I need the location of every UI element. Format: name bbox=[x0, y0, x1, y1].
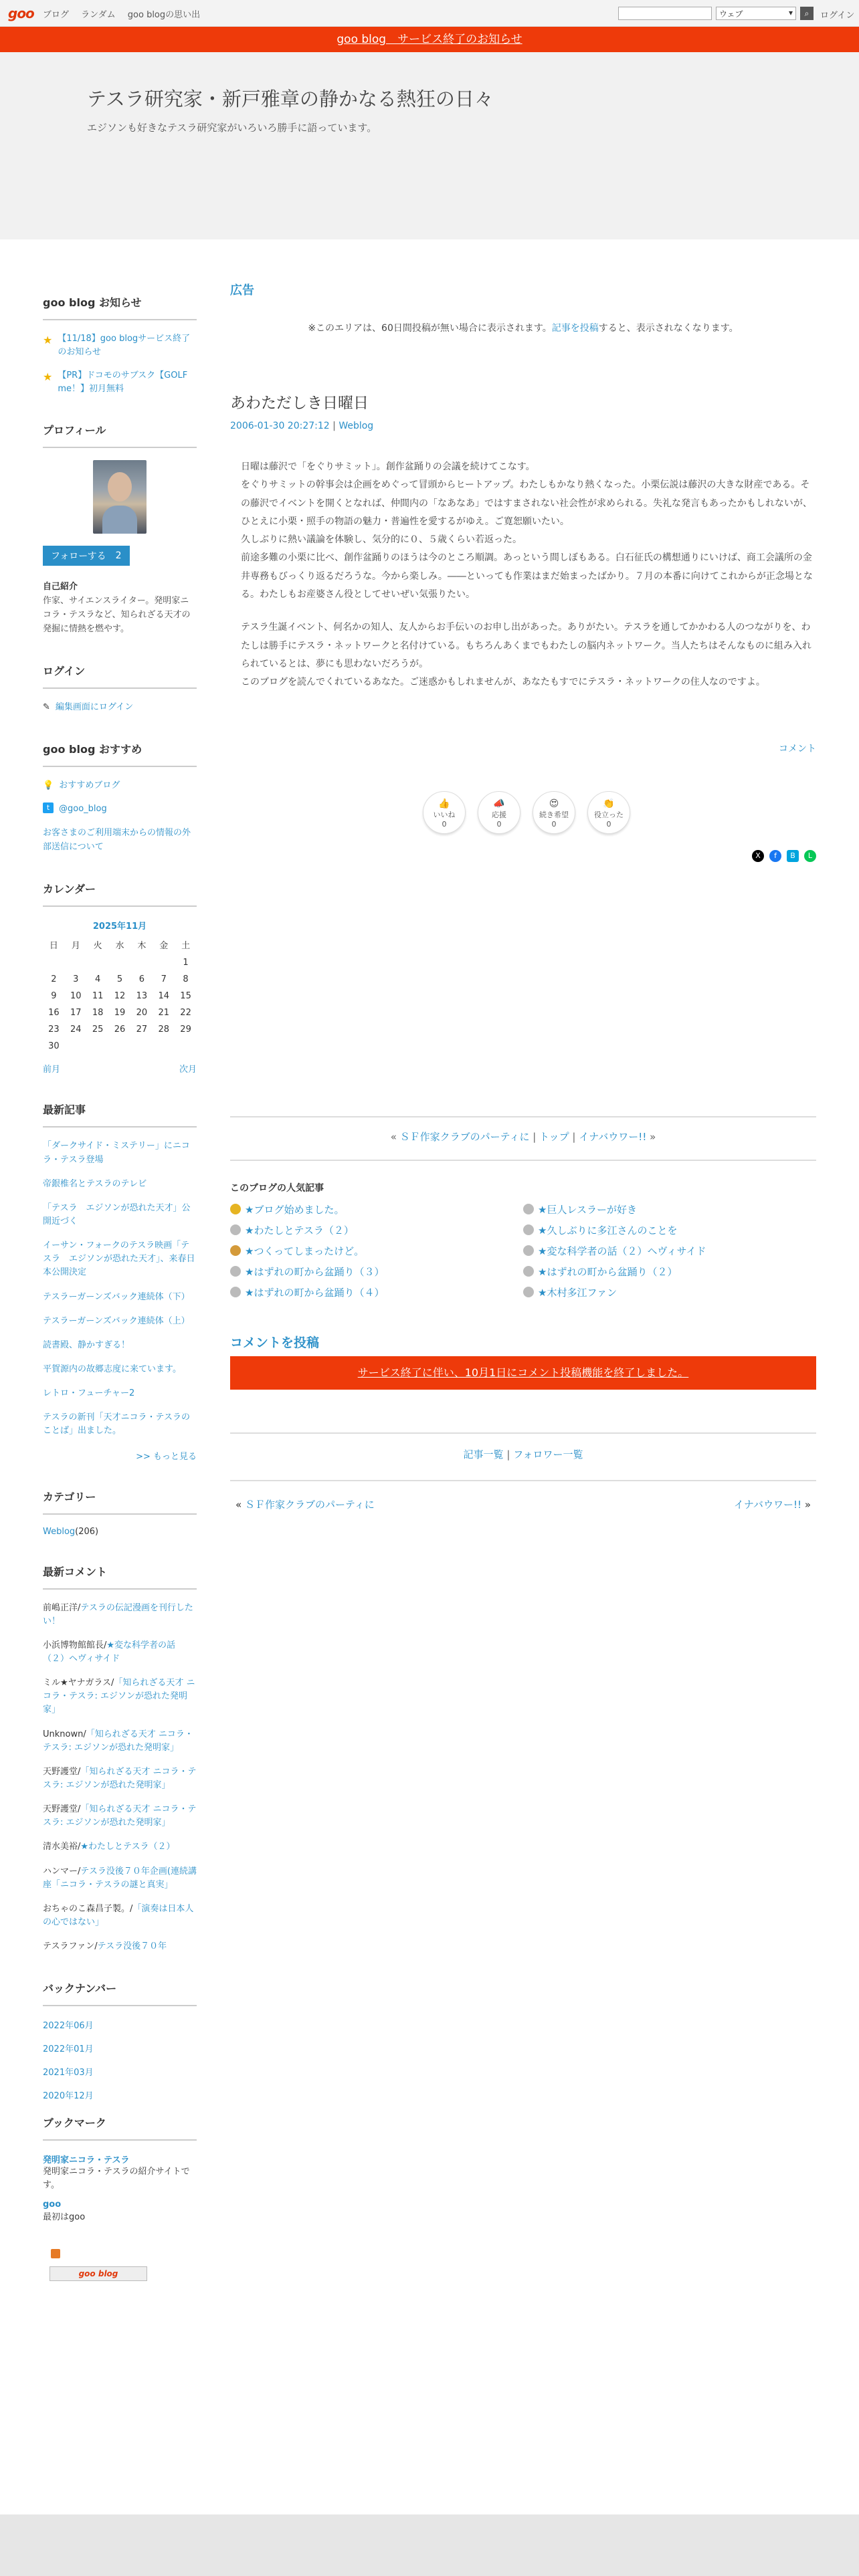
popular-item bbox=[230, 1202, 523, 1216]
bookmark-link[interactable]: goo bbox=[43, 2199, 62, 2210]
notice-link[interactable]: 【11/18】goo blogサービス終了のお知らせ bbox=[58, 334, 191, 357]
comment-article-link[interactable]: テスラ没後７０年企画(連続講座「ニコラ・テスラの謎と真実」 bbox=[43, 1866, 197, 1890]
search-button[interactable] bbox=[800, 7, 814, 20]
reaction-count: 0 bbox=[606, 819, 611, 829]
popular-item bbox=[523, 1265, 816, 1279]
x-share-icon[interactable]: X bbox=[752, 850, 764, 862]
search-icon: ⌕ bbox=[804, 9, 809, 18]
calendar-day: 22 bbox=[180, 1008, 191, 1018]
calendar-day: 6 bbox=[138, 974, 145, 985]
bottom-pager bbox=[230, 1481, 816, 1511]
blog-title[interactable]: テスラ研究家・新戸雅章の静かなる熱狂の日々 bbox=[87, 88, 494, 110]
blog-description: エジソンも好きなテスラ研究家がいろいろ勝手に語っています。 bbox=[87, 122, 377, 134]
comment-user: テスラファン/ bbox=[43, 1941, 98, 1952]
backnumber-list[interactable] bbox=[43, 2018, 197, 2102]
follow-button[interactable] bbox=[43, 546, 130, 566]
ad-heading: 広告 bbox=[230, 284, 254, 298]
calendar-day: 11 bbox=[92, 991, 104, 1002]
toplink-random[interactable]: ランダム bbox=[81, 10, 116, 20]
reaction-label: いいね bbox=[433, 810, 456, 819]
rank-dot-icon bbox=[523, 1245, 534, 1256]
rss-icon[interactable] bbox=[51, 2249, 60, 2258]
calendar-day bbox=[109, 1041, 131, 1051]
hatena-share-icon[interactable]: B bbox=[787, 850, 799, 862]
comment-article-link[interactable]: 「知られざる天才 ニコラ・テスラ: エジソンが恐れた発明家」 bbox=[43, 1766, 197, 1790]
calendar-weekday: 日 bbox=[49, 941, 58, 952]
bottom-prev-link[interactable]: ＳＦ作家クラブのパーティに bbox=[244, 1498, 375, 1511]
calendar-weekday: 土 bbox=[181, 941, 191, 952]
calendar-day bbox=[153, 1041, 175, 1051]
reaction-emoji-icon: 👏 bbox=[603, 798, 615, 809]
calendar-day: 27 bbox=[136, 1025, 148, 1035]
top-links bbox=[43, 7, 209, 20]
entry-comment-link[interactable]: コメント bbox=[779, 743, 816, 754]
service-notice-link[interactable]: goo blog サービス終了のお知らせ bbox=[337, 33, 522, 46]
calendar-day: 23 bbox=[48, 1025, 60, 1035]
calendar-day: 24 bbox=[70, 1025, 82, 1035]
comment-article-link[interactable]: テスラ没後７０年 bbox=[97, 1941, 167, 1952]
crown-icon bbox=[230, 1224, 241, 1235]
divider bbox=[230, 1160, 816, 1161]
bookmark-heading: ブックマーク bbox=[43, 2115, 197, 2141]
toplink-blog[interactable]: ブログ bbox=[43, 10, 70, 20]
calendar-weekday: 火 bbox=[93, 941, 102, 952]
calendar-nav bbox=[43, 1062, 197, 1075]
reaction-count: 0 bbox=[551, 819, 557, 829]
popular-article-link[interactable]: ★木村多江ファン bbox=[538, 1286, 617, 1299]
search-scope-select[interactable] bbox=[716, 7, 796, 20]
paragraph-gap bbox=[230, 604, 816, 619]
comment-article-link[interactable]: ★変な科学者の話（２）ヘヴィサイド bbox=[43, 1640, 176, 1665]
calendar-day bbox=[109, 958, 131, 968]
share-buttons bbox=[230, 850, 816, 862]
backnumber-section bbox=[43, 1980, 197, 2102]
comment-item bbox=[43, 1677, 197, 1717]
comment-article-link[interactable]: 「演奏は日本人の心ではない」 bbox=[43, 1903, 194, 1927]
recommend-link[interactable]: おすすめブログ bbox=[59, 780, 120, 790]
reaction-count: 0 bbox=[442, 819, 447, 829]
ad-note bbox=[230, 321, 816, 334]
rank-dot-icon bbox=[523, 1287, 534, 1297]
backnumber-link[interactable]: 2022年06月 bbox=[43, 2021, 94, 2032]
entry-date[interactable]: 2006-01-30 20:27:12 bbox=[230, 421, 330, 431]
popular-heading: このブログの人気記事 bbox=[230, 1182, 324, 1194]
comment-post-heading: コメントを投稿 bbox=[230, 1335, 320, 1350]
calendar-day: 25 bbox=[92, 1025, 104, 1035]
follow-count: 2 bbox=[115, 550, 122, 561]
calendar-day: 26 bbox=[114, 1025, 126, 1035]
entry-paragraph: 前途多難の小栗に比べ、創作盆踊りのほうは今のところ順調。あっという間しぼもある。白石征氏の構想通りにいけば、商工会議所の金井専務もびっくり返るだろうな。今から楽しみ。――といっても作業はまだ始まったばかり。７月の本番に向けてこれからが正念場となる。わたしもお産婆さん役としてせいぜい気張りたい。 bbox=[241, 552, 813, 601]
ad-note-text: ※このエリアは、60日間投稿が無い場合に表示されます。 bbox=[308, 323, 552, 334]
comment-item bbox=[43, 1602, 197, 1628]
footer bbox=[0, 2514, 859, 2576]
recent-heading: 最新記事 bbox=[43, 1101, 197, 1128]
notice-heading: goo blog お知らせ bbox=[43, 294, 197, 320]
entry-paragraph: 日曜は藤沢で「をぐりサミット」。創作盆踊りの会議を続けてこなす。 bbox=[241, 461, 535, 472]
comment-item bbox=[43, 1728, 197, 1755]
calendar-day: 7 bbox=[161, 974, 167, 985]
entry-list-links bbox=[230, 1434, 816, 1480]
recent-article-link[interactable]: テスラーガーンズバック連続体（下） bbox=[43, 1291, 190, 1302]
backnumber-link[interactable]: 2020年12月 bbox=[43, 2091, 94, 2102]
comment-user: ハンマー/ bbox=[43, 1866, 81, 1876]
chevron-down-icon: ▾ bbox=[788, 8, 793, 17]
popular-list bbox=[230, 1202, 816, 1299]
intro-heading: 自己紹介 bbox=[43, 582, 78, 592]
comment-item bbox=[43, 1840, 197, 1854]
backnumber-link[interactable]: 2021年03月 bbox=[43, 2068, 94, 2078]
comment-user: 前嶋正洋/ bbox=[43, 1602, 81, 1613]
comment-article-link[interactable]: 「知られざる天才 ニコラ・テスラ: エジソンが恐れた発明家」 bbox=[43, 1678, 195, 1715]
reaction-emoji-icon: 📣 bbox=[493, 798, 505, 809]
comment-item bbox=[43, 1903, 197, 1929]
external-transmission-link[interactable]: お客さまのご利用端末からの情報の外部送信について bbox=[43, 827, 191, 852]
profile-heading: プロフィール bbox=[43, 422, 197, 448]
category-count: (206) bbox=[75, 1526, 99, 1537]
bulb-icon: 💡 bbox=[43, 780, 54, 790]
comment-item bbox=[43, 1940, 197, 1953]
rank-dot-icon bbox=[230, 1287, 241, 1297]
category-item bbox=[43, 1527, 197, 1537]
comment-article-link[interactable]: ★わたしとテスラ（２） bbox=[80, 1842, 175, 1852]
popular-item bbox=[523, 1285, 816, 1299]
twitter-icon: t bbox=[43, 802, 54, 813]
goo-logo[interactable]: goo bbox=[8, 5, 34, 21]
entry-list-separator: | bbox=[506, 1448, 510, 1461]
comments-section bbox=[43, 1564, 197, 1954]
entry-list-link[interactable]: 記事一覧 bbox=[463, 1448, 504, 1461]
bookmark-link[interactable]: 発明家ニコラ・テスラ bbox=[43, 2155, 130, 2166]
top-bar bbox=[0, 0, 859, 27]
calendar-day bbox=[87, 1041, 109, 1051]
recent-list bbox=[43, 1140, 197, 1438]
comment-user: おちゃのこ森昌子製。/ bbox=[43, 1903, 133, 1914]
notice-link[interactable]: 【PR】ドコモのサブスク【GOLF me！】初月無料 bbox=[58, 370, 188, 394]
calendar-day: 3 bbox=[73, 974, 79, 985]
facebook-share-icon[interactable]: f bbox=[769, 850, 781, 862]
entry-meta bbox=[230, 421, 816, 431]
reaction-buttons bbox=[423, 791, 816, 834]
backnumber-link[interactable]: 2022年01月 bbox=[43, 2044, 94, 2055]
reaction-button[interactable] bbox=[533, 791, 575, 834]
profile-section bbox=[43, 422, 197, 636]
reaction-button[interactable] bbox=[423, 791, 466, 834]
calendar-day bbox=[130, 1041, 153, 1051]
goo-badge-text: goo blog bbox=[78, 2268, 118, 2278]
recent-article-link[interactable]: 帝銀椎名とテスラのテレビ bbox=[43, 1178, 147, 1189]
comment-list bbox=[43, 1602, 197, 1954]
calendar-day bbox=[175, 1041, 197, 1051]
calendar-heading: カレンダー bbox=[43, 881, 197, 907]
popular-article-link[interactable]: ★巨人レスラーが好き bbox=[538, 1203, 637, 1216]
popular-article-link[interactable]: ★はずれの町から盆踊り（２） bbox=[538, 1265, 678, 1278]
crown-icon bbox=[230, 1245, 241, 1256]
backnumber-heading: バックナンバー bbox=[43, 1980, 197, 2006]
pager-prev-link[interactable]: ＳＦ作家クラブのパーティに bbox=[399, 1130, 530, 1143]
calendar-day bbox=[65, 1041, 87, 1051]
calendar-day: 5 bbox=[116, 974, 123, 985]
intro-text: 作家、サイエンスライター。発明家ニコラ・テスラなど、知られざる天才の発掘に情熱を燃やす。 bbox=[43, 596, 191, 634]
calendar-day bbox=[153, 958, 175, 968]
goo-blog-badge[interactable] bbox=[50, 2266, 147, 2281]
service-notice-bar bbox=[0, 27, 859, 52]
reaction-label: 応援 bbox=[492, 810, 506, 819]
calendar-day: 4 bbox=[94, 974, 101, 985]
calendar-day: 12 bbox=[114, 991, 126, 1002]
entry-title[interactable]: あわただしき日曜日 bbox=[230, 395, 369, 412]
notice-item bbox=[43, 332, 197, 358]
popular-article-link[interactable]: ★ブログ始めました。 bbox=[245, 1203, 345, 1216]
recent-article-link[interactable]: 平賀源内の故郷志度に来ています。 bbox=[43, 1364, 181, 1375]
pager-next-link[interactable]: イナバウワー!! bbox=[579, 1130, 647, 1143]
recent-article-link[interactable]: テスラの新刊「天才ニコラ・テスラのことば」出ました。 bbox=[43, 1412, 190, 1436]
login-heading: ログイン bbox=[43, 663, 197, 689]
entry-meta-separator: | bbox=[332, 421, 336, 431]
follow-label: フォローする bbox=[51, 551, 106, 562]
rank-dot-icon bbox=[523, 1266, 534, 1277]
calendar-day: 2 bbox=[51, 974, 57, 985]
bottom-next: イナバウワー!! » bbox=[733, 1498, 811, 1511]
recent-article-link[interactable]: レトロ・フューチャー2 bbox=[43, 1388, 135, 1399]
calendar-weekday: 木 bbox=[137, 941, 147, 952]
popular-item bbox=[523, 1202, 816, 1216]
login-item bbox=[43, 701, 197, 714]
calendar-day: 16 bbox=[48, 1008, 60, 1018]
follower-list-link[interactable]: フォロワー一覧 bbox=[513, 1448, 583, 1461]
popular-item bbox=[230, 1285, 523, 1299]
comment-user: Unknown/ bbox=[43, 1729, 86, 1739]
bookmark-section bbox=[43, 2115, 197, 2280]
calendar-day: 8 bbox=[183, 974, 189, 985]
search-input[interactable] bbox=[618, 7, 712, 20]
calendar-day: 29 bbox=[180, 1025, 191, 1035]
entry-category-link[interactable]: Weblog bbox=[339, 421, 374, 431]
calendar-day bbox=[87, 958, 109, 968]
calendar-day: 20 bbox=[136, 1008, 148, 1018]
entry-paragraph: 久しぶりに熱い議論を体験し、気分的に０、５歳くらい若返った。 bbox=[241, 534, 522, 546]
comment-item bbox=[43, 1803, 197, 1830]
toplink-memories[interactable]: goo blogの思い出 bbox=[127, 10, 201, 20]
calendar-day: 17 bbox=[70, 1008, 82, 1018]
recommend-link[interactable]: @goo_blog bbox=[59, 804, 107, 815]
entry-body bbox=[230, 458, 816, 692]
calendar-day: 15 bbox=[180, 991, 191, 1002]
calendar-day: 19 bbox=[114, 1008, 126, 1018]
calendar-day: 14 bbox=[158, 991, 169, 1002]
calendar-day: 9 bbox=[51, 991, 57, 1002]
comment-closed-notice[interactable]: サービス終了に伴い、10月1日にコメント投稿機能を終了しました。 bbox=[230, 1356, 816, 1390]
notice-item bbox=[43, 369, 197, 395]
calendar-weekday: 月 bbox=[71, 941, 80, 952]
comment-user: 天野護堂/ bbox=[43, 1804, 81, 1815]
comment-article-link[interactable]: 「知られざる天才 ニコラ・テスラ: エジソンが恐れた発明家」 bbox=[43, 1729, 193, 1753]
top-login-link[interactable]: ログイン bbox=[820, 11, 855, 21]
ad-note-text-end: すると、表示されなくなります。 bbox=[598, 323, 739, 334]
recent-section bbox=[43, 1101, 197, 1461]
popular-article-link[interactable]: ★つくってしまったけど。 bbox=[245, 1245, 365, 1257]
entry-comment-link-row bbox=[230, 742, 816, 755]
rank-dot-icon bbox=[230, 1266, 241, 1277]
crown-icon bbox=[230, 1204, 241, 1214]
more-link[interactable]: >> もっと見る bbox=[136, 1451, 197, 1462]
category-section bbox=[43, 1489, 197, 1537]
recent-article-link[interactable]: 読書殿、静かすぎる！ bbox=[43, 1339, 130, 1350]
popular-item bbox=[230, 1265, 523, 1279]
bottom-next-link[interactable]: イナバウワー!! bbox=[733, 1498, 802, 1511]
comment-user: 小浜博物館館長/ bbox=[43, 1640, 107, 1650]
calendar-next-link[interactable]: 次月 bbox=[179, 1065, 197, 1075]
comment-user: 天野護堂/ bbox=[43, 1766, 81, 1777]
comments-heading: 最新コメント bbox=[43, 1564, 197, 1590]
popular-article-link[interactable]: ★はずれの町から盆踊り（４） bbox=[245, 1286, 385, 1299]
calendar-day bbox=[43, 958, 65, 968]
comment-article-link[interactable]: 「知られざる天才 ニコラ・テスラ: エジソンが恐れた発明家」 bbox=[43, 1804, 197, 1828]
login-section bbox=[43, 663, 197, 714]
calendar-day: 28 bbox=[158, 1025, 169, 1035]
calendar-day: 30 bbox=[48, 1041, 60, 1052]
rank-dot-icon bbox=[523, 1204, 534, 1214]
calendar-section bbox=[43, 881, 197, 1075]
sidebar bbox=[43, 294, 197, 2308]
calendar-month: 2025年11月 bbox=[92, 922, 147, 932]
popular-item bbox=[230, 1223, 523, 1237]
recommend-item bbox=[43, 779, 197, 792]
bookmark-desc: 最初はgoo bbox=[43, 2212, 86, 2222]
popular-item bbox=[230, 1244, 523, 1258]
comment-item bbox=[43, 1639, 197, 1666]
calendar-day: 21 bbox=[158, 1008, 169, 1018]
recommend-section bbox=[43, 741, 197, 855]
comment-article-link[interactable]: テスラの伝記漫画を刊行したい！ bbox=[43, 1602, 193, 1626]
line-share-icon[interactable]: L bbox=[804, 850, 816, 862]
category-heading: カテゴリー bbox=[43, 1489, 197, 1515]
pencil-icon: ✎ bbox=[43, 702, 50, 713]
calendar-day bbox=[130, 958, 153, 968]
calendar-day: 18 bbox=[92, 1008, 104, 1018]
login-link[interactable]: 編集画面にログイン bbox=[55, 702, 134, 713]
entry-paragraph: テスラ生誕イベント、何名かの知人、友人からお手伝いのお申し出があった。ありがたい。テスラを通してかかわる人のつながりを、わたしは勝手にテスラ・ネットワークと名付けている。もちろんあくまでもわたしの脳内ネットワーク。当人たちはそんなものに組み入れられているとは、夢にも思わないだろうが。 bbox=[241, 622, 812, 669]
bookmark-desc: 発明家ニコラ・テスラの紹介サイトです。 bbox=[43, 2167, 190, 2191]
star-icon: ★ bbox=[43, 334, 53, 346]
popular-article-link[interactable]: ★わたしとテスラ（２） bbox=[245, 1224, 354, 1237]
calendar-weekday: 水 bbox=[115, 941, 124, 952]
calendar-day: 10 bbox=[70, 991, 82, 1002]
popular-item bbox=[523, 1244, 816, 1258]
recommend-heading: goo blog おすすめ bbox=[43, 741, 197, 767]
comment-user: ミル★ヤナガラス/ bbox=[43, 1678, 114, 1689]
reaction-label: 続き希望 bbox=[539, 810, 569, 819]
main-content bbox=[230, 281, 816, 1511]
reaction-button[interactable] bbox=[478, 791, 520, 834]
rank-dot-icon bbox=[523, 1224, 534, 1235]
calendar-prev-link[interactable]: 前月 bbox=[43, 1065, 61, 1075]
calendar-day: 1 bbox=[183, 958, 189, 968]
bottom-prev: « ＳＦ作家クラブのパーティに bbox=[235, 1498, 375, 1511]
recent-article-link[interactable]: 「ダークサイド・ミステリー」にニコラ・テスラ登場 bbox=[43, 1141, 190, 1165]
notice-section bbox=[43, 294, 197, 395]
reaction-label: 役立った bbox=[594, 810, 624, 819]
reaction-emoji-icon: 👍 bbox=[438, 798, 450, 809]
avatar bbox=[93, 460, 147, 534]
blog-header bbox=[0, 52, 859, 239]
comment-item bbox=[43, 1765, 197, 1792]
popular-article-link[interactable]: ★久しぶりに多江さんのことを bbox=[538, 1224, 678, 1237]
entry-paragraph: このブログを読んでくれているあなた。ご迷惑かもしれませんが、あなたもすでにテスラ・ネットワークの住人なのですよ。 bbox=[241, 677, 765, 688]
popular-item bbox=[523, 1223, 816, 1237]
entry-paragraph: をぐりサミットの幹事会は企画をめぐって冒頭からヒートアップ。わたしもかなり熱くなった。小栗伝説は藤沢の大きな財産である。その藤沢でイベントを開くとなれば、仲間内の「なあなあ」ではすまされない社会性が求められる。失礼な発言もあったかもしれないが、ひとえに小栗・照手の物語の魅力・普遍性を愛するがゆえ。ご寛恕願いたい。 bbox=[241, 479, 812, 527]
pager-top-link[interactable]: トップ bbox=[539, 1130, 569, 1143]
calendar-day: 13 bbox=[136, 991, 148, 1002]
post-article-link[interactable]: 記事を投稿 bbox=[551, 323, 599, 334]
calendar-weekday: 金 bbox=[159, 941, 169, 952]
recent-article-link[interactable]: 「テスラ エジソンが恐れた天才」公開近づく bbox=[43, 1202, 191, 1227]
comment-item bbox=[43, 1865, 197, 1892]
reaction-button[interactable] bbox=[587, 791, 630, 834]
reaction-emoji-icon: 😍 bbox=[549, 798, 559, 809]
category-link[interactable]: Weblog bbox=[43, 1526, 76, 1537]
star-icon: ★ bbox=[43, 370, 53, 383]
popular-article-link[interactable]: ★変な科学者の話（２）ヘヴィサイド bbox=[538, 1245, 706, 1257]
comment-user: 清水美裕/ bbox=[43, 1842, 81, 1852]
recommend-item bbox=[43, 802, 197, 816]
search-scope-value: ウェブ bbox=[719, 9, 743, 19]
calendar-grid bbox=[43, 938, 197, 1051]
recent-article-link[interactable]: テスラーガーンズバック連続体（上） bbox=[43, 1315, 190, 1326]
recent-article-link[interactable]: イーサン・フォークのテスラ映画「テスラ エジソンが恐れた天才」、来春日本公開決定 bbox=[43, 1241, 195, 1278]
entry-pager: « ＳＦ作家クラブのパーティに | トップ | イナバウワー!! » bbox=[390, 1130, 656, 1143]
calendar-day bbox=[65, 958, 87, 968]
popular-article-link[interactable]: ★はずれの町から盆踊り（３） bbox=[245, 1265, 385, 1278]
reaction-count: 0 bbox=[496, 819, 502, 829]
